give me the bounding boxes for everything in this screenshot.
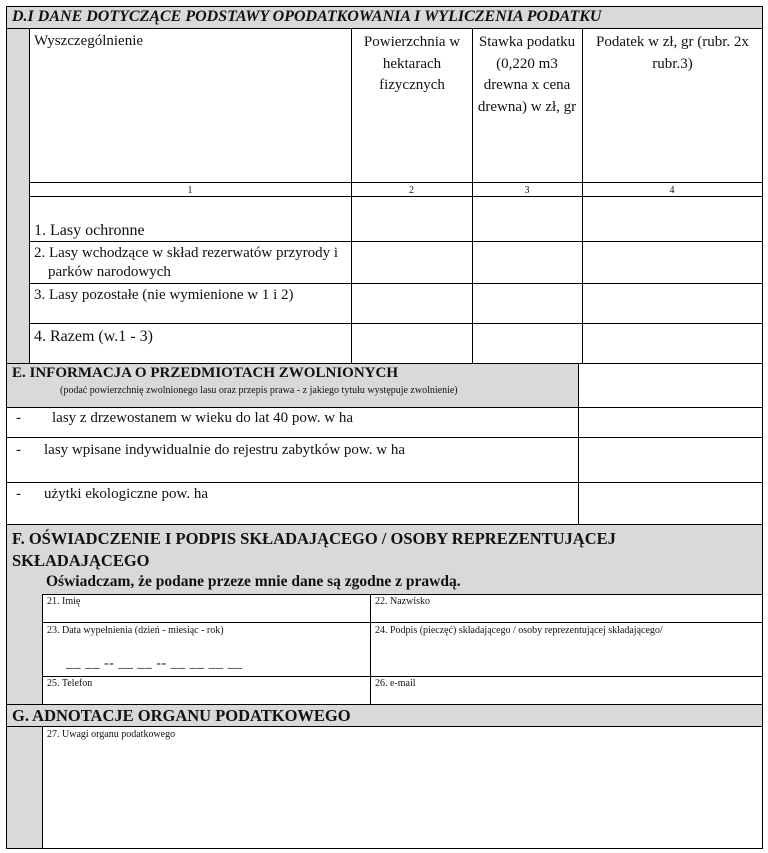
tax-office-notes-input[interactable] <box>43 742 762 848</box>
area-input-row-3[interactable] <box>352 284 472 323</box>
exempt-item-monument-forest: lasy wpisane indywidualnie do rejestru zabytków pow. w ha <box>44 442 406 458</box>
area-input-total[interactable] <box>352 324 472 363</box>
section-d-title: D.I DANE DOTYCZĄCE PODSTAWY OPODATKOWANIA I WYLICZENIA PODATKU <box>12 8 602 25</box>
filling-date-label: 23. Data wypełnienia (dzień - miesiąc - rok) <box>47 625 224 636</box>
row-other-forests: 3. Lasy pozostałe (nie wymienione w 1 i 2) <box>34 287 294 303</box>
rate-input-total[interactable] <box>473 324 582 363</box>
column-number-1: 1 <box>187 185 193 196</box>
first-name-input[interactable] <box>43 606 370 622</box>
filling-date-input[interactable] <box>43 640 370 676</box>
section-f-title-line2: SKŁADAJĄCEGO <box>12 551 150 570</box>
column-header-tax-amount: Podatek w zł, gr (rubr. 2x rubr.3) <box>596 34 749 72</box>
declaration-statement: Oświadczam, że podane przeze mnie dane są zgodne z prawdą. <box>46 573 461 590</box>
column-header-description: Wyszczególnienie <box>34 33 144 49</box>
bullet-3: - <box>16 486 21 502</box>
last-name-label: 22. Nazwisko <box>375 596 430 607</box>
bullet-2: - <box>16 442 21 458</box>
exempt-input-ecological-land[interactable] <box>579 483 762 524</box>
phone-input[interactable] <box>43 690 370 704</box>
exempt-input-young-forest[interactable] <box>579 408 762 437</box>
rate-input-row-3[interactable] <box>473 284 582 323</box>
signature-label: 24. Podpis (pieczęć) składającego / osoby reprezentującej składającego/ <box>375 625 663 636</box>
tax-office-notes-label: 27. Uwagi organu podatkowego <box>47 729 176 740</box>
row-reserve-forests: 2. Lasy wchodzące w skład rezerwatów przyrody i parków narodowych <box>34 245 339 280</box>
exempt-item-young-forest: lasy z drzewostanem w wieku do lat 40 pow. w ha <box>52 410 354 426</box>
column-header-area: Powierzchnia w hektarach fizycznych <box>363 34 461 93</box>
section-f-title-line1: F. OŚWIADCZENIE I PODPIS SKŁADAJĄCEGO / OSOBY REPREZENTUJĄCEJ <box>12 529 616 548</box>
rate-input-row-1[interactable] <box>473 197 582 241</box>
tax-input-row-2[interactable] <box>583 242 762 283</box>
section-g-title: G. ADNOTACJE ORGANU PODATKOWEGO <box>12 706 351 725</box>
email-input[interactable] <box>371 690 762 704</box>
rate-input-row-2[interactable] <box>473 242 582 283</box>
section-e-title: E. INFORMACJA O PRZEDMIOTACH ZWOLNIONYCH <box>12 365 398 381</box>
area-input-row-2[interactable] <box>352 242 472 283</box>
first-name-label: 21. Imię <box>47 596 81 607</box>
exempt-item-ecological-land: użytki ekologiczne pow. ha <box>44 486 208 502</box>
signature-input[interactable] <box>371 640 762 676</box>
email-label: 26. e-mail <box>375 678 416 689</box>
column-header-tax-rate: Stawka podatku (0,220 m3 drewna x cena drewna) w zł, gr <box>477 34 577 115</box>
exempt-input-monument-forest[interactable] <box>579 438 762 482</box>
tax-input-row-3[interactable] <box>583 284 762 323</box>
section-f-left-margin <box>6 594 42 704</box>
column-number-3: 3 <box>524 185 530 196</box>
column-number-4: 4 <box>669 185 675 196</box>
tax-input-row-1[interactable] <box>583 197 762 241</box>
phone-label: 25. Telefon <box>47 678 93 689</box>
section-g-left-margin <box>6 726 42 848</box>
row-protected-forests: 1. Lasy ochronne <box>34 222 145 239</box>
column-number-2: 2 <box>409 185 414 196</box>
bullet-1: - <box>16 410 21 426</box>
area-input-row-1[interactable] <box>352 197 472 241</box>
last-name-input[interactable] <box>371 606 762 622</box>
date-mask: __ __ -- __ __ -- __ __ __ __ <box>66 656 243 671</box>
section-d-left-margin <box>6 28 29 363</box>
row-total: 4. Razem (w.1 - 3) <box>34 328 153 345</box>
tax-input-total[interactable] <box>583 324 762 363</box>
section-e-subtitle: (podać powierzchnię zwolnionego lasu oraz przepis prawa - z jakiego tytułu występuje zwolnienie) <box>60 385 458 396</box>
